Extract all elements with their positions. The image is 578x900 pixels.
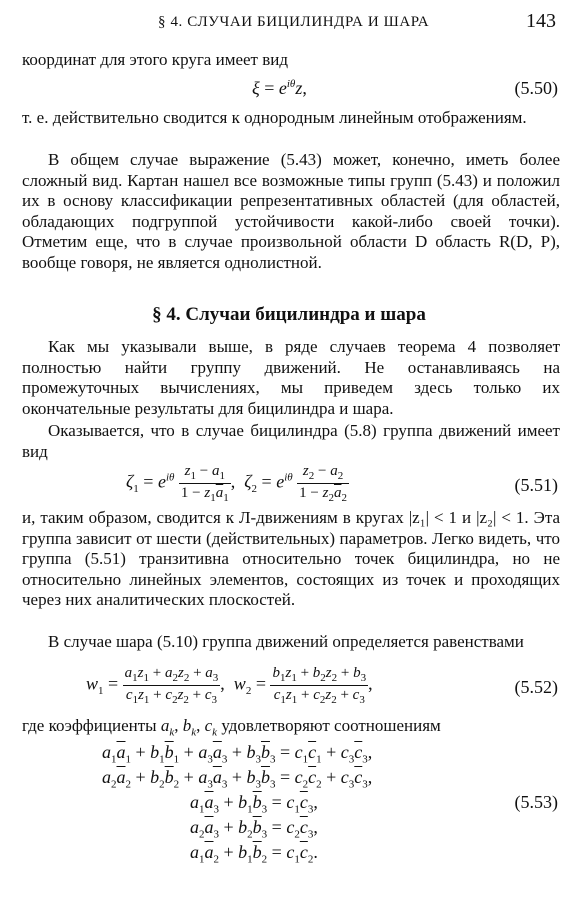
relation-2: $a_2\overline{a}_2 + b_2\overline{b}_2 + a_3\overline{a}_3 + b_3\overline{b}_3 = c_2\overline{c}_2 + c_3\overline{c}_3$,	[102, 767, 373, 791]
equation-5-50	[22, 78, 560, 102]
relation-3: $a_1\overline{a}_3 + b_1\overline{b}_3 = c_1\overline{c}_3$,	[190, 792, 318, 816]
equation-number-5-52: (5.52)	[514, 677, 558, 697]
page-header	[0, 8, 578, 34]
equation-number-5-51: (5.51)	[514, 475, 558, 495]
relation-4: $a_2\overline{a}_3 + b_2\overline{b}_3 = c_2\overline{c}_3$,	[190, 817, 318, 841]
paragraph-2: т. е. действительно сводится к однородным линейным отображениям.	[22, 108, 527, 127]
paragraph-8: где коэффициенты $a_k$, $b_k$, $c_k$ удовлетворяют соотношениям	[22, 716, 441, 739]
relation-5: $a_1\overline{a}_2 + b_1\overline{b}_2 = c_1\overline{c}_2$.	[190, 842, 318, 866]
page-number: 143	[526, 10, 556, 32]
formula-5-52: $w_1$ = $\frac{a_1z_1 + a_2z_2 + a_3}{c_1z_1 + c_2z_2 + c_3}$ , $w_2$ = $\frac{b_1z_1 + b_2z_2 + b_3}{c_1z_1 + c_2z_2 + c_3}$ ,	[86, 665, 373, 706]
equation-5-53	[22, 740, 560, 890]
paragraph-4: Как мы указывали выше, в ряде случаев теорема 4 позволяет полностью найти группу движений. Не останавливаясь на промежуточных вычислениях, мы приведем здесь только их окончательные результаты для бицилиндра и шара.	[22, 337, 560, 418]
running-title: § 4. СЛУЧАИ БИЦИЛИНДРА И ШАРА	[158, 14, 430, 30]
paragraph-3: В общем случае выражение (5.43) может, конечно, иметь более сложный вид. Картан нашел все возможные типы групп (5.43) и положил их в основу классификации репрезентативных областей (для областей, обладающих подгруппой устойчивости какой-либо своей точки). Отметим еще, что в случае произвольной области D область R(D, P), вообще говоря, не является однолистной.	[22, 150, 560, 272]
equation-5-52	[22, 665, 560, 711]
paragraph-5: Оказывается, что в случае бицилиндра (5.8) группа движений имеет вид	[22, 421, 560, 461]
relation-1: $a_1\overline{a}_1 + b_1\overline{b}_1 + a_3\overline{a}_3 + b_3\overline{b}_3 = c_1\overline{c}_1 + c_3\overline{c}_3$,	[102, 742, 373, 766]
paragraph-7: В случае шара (5.10) группа движений определяется равенствами	[48, 632, 524, 651]
section-heading: § 4. Случаи бицилиндра и шара	[152, 304, 426, 325]
formula-5-51: $\zeta_1 = e^{i\theta}$ $\frac{z_1 - a_1}{1 - z_1\overline{a}_1}$ , $\zeta_2 = e^{i\theta}$ $\frac{z_2 - a_2}{1 - z_2\overline{a}_2}$	[126, 463, 347, 504]
paragraph-1: координат для этого круга имеет вид	[22, 50, 289, 69]
equation-number-5-53: (5.53)	[514, 792, 558, 812]
equation-5-51	[22, 463, 560, 507]
paragraph-6: и, таким образом, сводится к Л-движениям в кругах |z₁| < 1 и |z₂| < 1. Эта группа зависит от шести (действительных) параметров. Легко видеть, что группа (5.51) транзитивна относительно точек бицилиндра, но не относительно линейных элементов, состоящих из точек и проходящих через них аналитических плоскостей.	[22, 508, 560, 610]
formula-5-50: $\xi = e^{i\theta}z$,	[252, 78, 307, 98]
equation-number-5-50: (5.50)	[514, 78, 558, 98]
